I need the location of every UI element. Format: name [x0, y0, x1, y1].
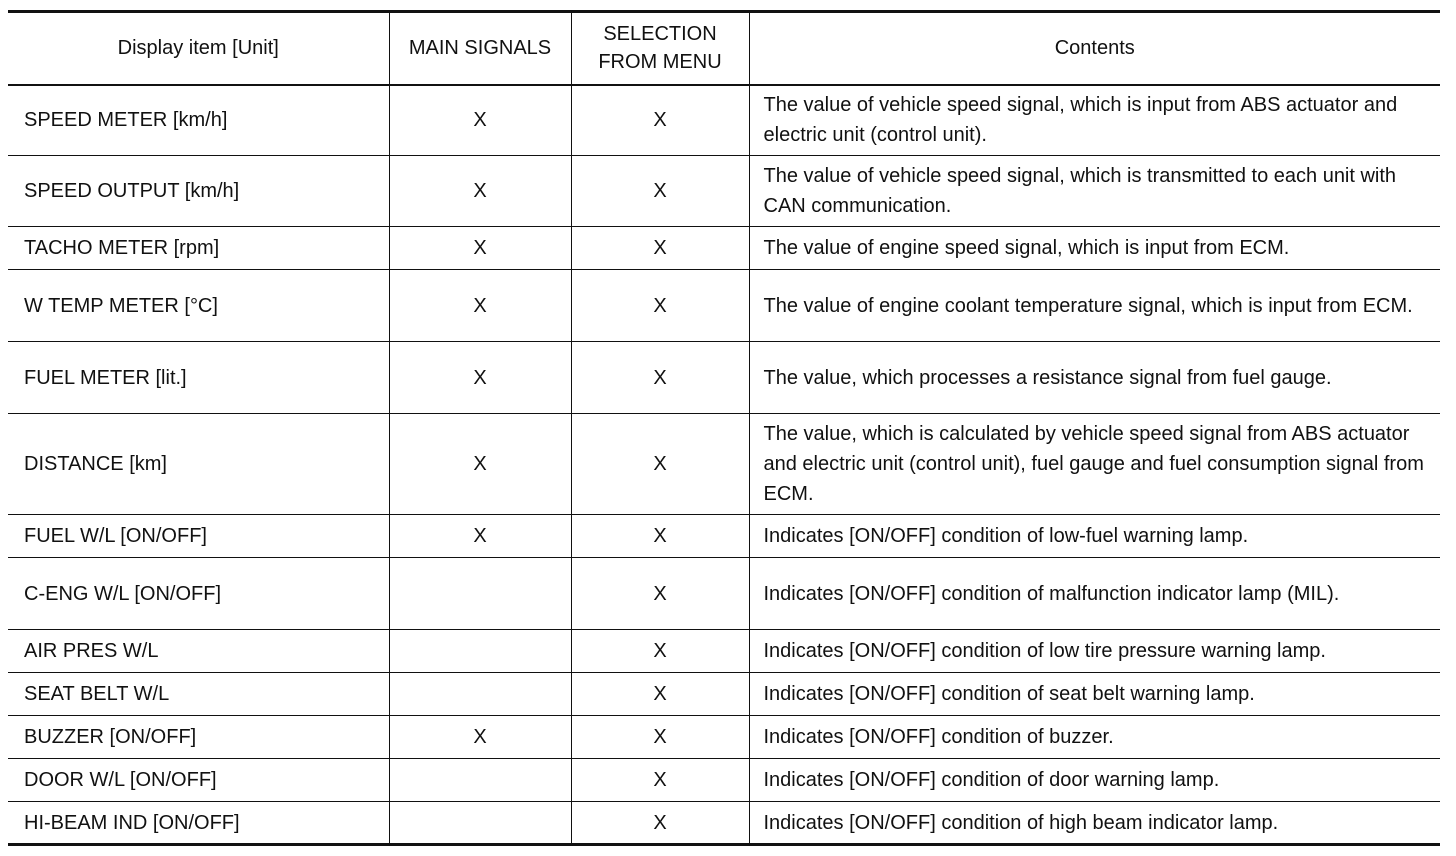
- table-row: [8, 558, 1440, 630]
- table-row: [8, 673, 1440, 716]
- table-row: [8, 85, 1440, 156]
- contents-cell: Indicates [ON/OFF] condition of buzzer.: [749, 716, 1440, 759]
- selection-cell: X: [571, 515, 749, 558]
- selection-cell: X: [571, 85, 749, 156]
- contents-cell: Indicates [ON/OFF] condition of malfunction indicator lamp (MIL).: [749, 558, 1440, 630]
- display-item-cell: DISTANCE [km]: [8, 414, 389, 515]
- selection-cell: X: [571, 342, 749, 414]
- contents-cell: Indicates [ON/OFF] condition of high beam indicator lamp.: [749, 802, 1440, 845]
- contents-cell: The value, which is calculated by vehicle speed signal from ABS actuator and electric unit (control unit), fuel gauge and fuel consumption signal from ECM.: [749, 414, 1440, 515]
- contents-cell: The value, which processes a resistance signal from fuel gauge.: [749, 342, 1440, 414]
- table-row: [8, 759, 1440, 802]
- table-row: [8, 515, 1440, 558]
- main-signals-cell: X: [389, 342, 571, 414]
- table-row: [8, 156, 1440, 227]
- main-signals-cell: [389, 759, 571, 802]
- main-signals-cell: X: [389, 156, 571, 227]
- contents-cell: The value of vehicle speed signal, which is input from ABS actuator and electric unit (control unit).: [749, 85, 1440, 156]
- main-signals-cell: [389, 802, 571, 845]
- selection-cell: X: [571, 270, 749, 342]
- selection-cell: X: [571, 759, 749, 802]
- display-item-cell: FUEL W/L [ON/OFF]: [8, 515, 389, 558]
- display-item-cell: AIR PRES W/L: [8, 630, 389, 673]
- main-signals-cell: X: [389, 270, 571, 342]
- selection-cell: X: [571, 156, 749, 227]
- display-item-table: [8, 10, 1440, 846]
- table-row: [8, 716, 1440, 759]
- display-item-cell: C-ENG W/L [ON/OFF]: [8, 558, 389, 630]
- contents-cell: The value of vehicle speed signal, which is transmitted to each unit with CAN communication.: [749, 156, 1440, 227]
- table-row: [8, 414, 1440, 515]
- main-signals-cell: X: [389, 414, 571, 515]
- table-row: [8, 630, 1440, 673]
- display-item-cell: TACHO METER [rpm]: [8, 227, 389, 270]
- display-item-cell: DOOR W/L [ON/OFF]: [8, 759, 389, 802]
- table-row: [8, 342, 1440, 414]
- contents-cell: The value of engine coolant temperature signal, which is input from ECM.: [749, 270, 1440, 342]
- main-signals-cell: [389, 558, 571, 630]
- selection-cell: X: [571, 673, 749, 716]
- header-display-item: Display item [Unit]: [8, 12, 389, 85]
- main-signals-cell: X: [389, 515, 571, 558]
- selection-cell: X: [571, 558, 749, 630]
- contents-cell: The value of engine speed signal, which is input from ECM.: [749, 227, 1440, 270]
- main-signals-cell: X: [389, 85, 571, 156]
- main-signals-cell: [389, 630, 571, 673]
- header-row: [8, 12, 1440, 85]
- contents-cell: Indicates [ON/OFF] condition of low-fuel warning lamp.: [749, 515, 1440, 558]
- table-row: [8, 270, 1440, 342]
- contents-cell: Indicates [ON/OFF] condition of low tire pressure warning lamp.: [749, 630, 1440, 673]
- table-row: [8, 227, 1440, 270]
- header-selection-from-menu: SELECTION FROM MENU: [571, 12, 749, 85]
- table-row: [8, 802, 1440, 845]
- display-item-cell: FUEL METER [lit.]: [8, 342, 389, 414]
- selection-cell: X: [571, 716, 749, 759]
- header-contents: Contents: [749, 12, 1440, 85]
- main-signals-cell: X: [389, 716, 571, 759]
- display-item-cell: W TEMP METER [°C]: [8, 270, 389, 342]
- main-signals-cell: [389, 673, 571, 716]
- selection-cell: X: [571, 227, 749, 270]
- display-item-table-container: [8, 10, 1440, 846]
- display-item-cell: SEAT BELT W/L: [8, 673, 389, 716]
- display-item-cell: SPEED METER [km/h]: [8, 85, 389, 156]
- contents-cell: Indicates [ON/OFF] condition of door warning lamp.: [749, 759, 1440, 802]
- selection-cell: X: [571, 802, 749, 845]
- selection-cell: X: [571, 414, 749, 515]
- header-main-signals: MAIN SIGNALS: [389, 12, 571, 85]
- display-item-cell: BUZZER [ON/OFF]: [8, 716, 389, 759]
- display-item-cell: HI-BEAM IND [ON/OFF]: [8, 802, 389, 845]
- main-signals-cell: X: [389, 227, 571, 270]
- contents-cell: Indicates [ON/OFF] condition of seat belt warning lamp.: [749, 673, 1440, 716]
- selection-cell: X: [571, 630, 749, 673]
- display-item-cell: SPEED OUTPUT [km/h]: [8, 156, 389, 227]
